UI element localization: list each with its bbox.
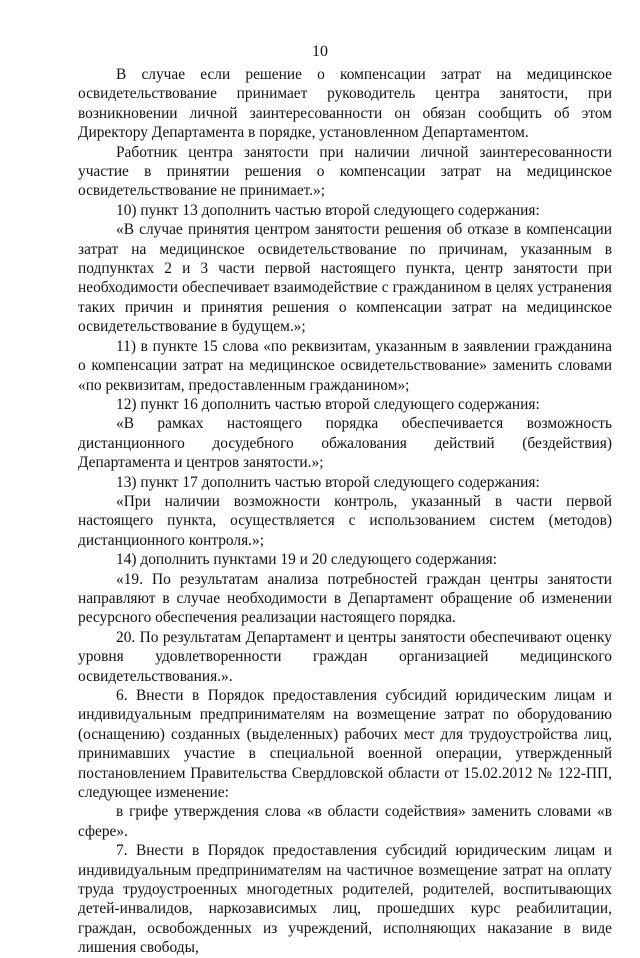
paragraph: 13) пункт 17 дополнить частью второй следующего содержания: — [116, 473, 540, 491]
paragraph: 6. Внести в Порядок предоставления субсидий юридическим лицам и индивидуальным предпринимателям на возмещение затрат по оборудованию (оснащению) созданных (выделенных) рабочих мест для трудоустройства лиц, принимавших участие в специальной военной операции, утвержденный постановлением Правительства Свердловской области от 15.02.2012 № 122-ПП, следующее изменение: — [78, 687, 612, 802]
paragraph: 20. По результатам Департамент и центры занятости обеспечивают оценку уровня удовлетворенности граждан организацией медицинского освидетельствования.». — [78, 628, 612, 685]
paragraph: «При наличии возможности контроль, указанный в части первой настоящего пункта, осуществляется с использованием систем (методов) дистанционного контроля.»; — [78, 492, 612, 549]
paragraph: «В случае принятия центром занятости решения об отказе в компенсации затрат на медицинское освидетельствование по причинам, указанным в подпунктах 2 и 3 части первой настоящего пункта, центр занятости при необходимости обеспечивает взаимодействие с гражданином в целях устранения таких причин и принятия решения о компенсации затрат на медицинское освидетельствование в будущем.»; — [78, 221, 612, 336]
paragraph: «19. По результатам анализа потребностей граждан центры занятости направляют в случае необходимости в Департамент обращение об изменении ресурсного обеспечения реализации настоящего порядка. — [78, 570, 612, 627]
paragraph: 10) пункт 13 дополнить частью второй следующего содержания: — [116, 201, 540, 219]
page-number: 10 — [312, 43, 328, 60]
paragraph: в грифе утверждения слова «в области содействия» заменить словами «в сфере». — [78, 803, 612, 840]
paragraph: 14) дополнить пунктами 19 и 20 следующего содержания: — [116, 551, 497, 569]
paragraph: 7. Внести в Порядок предоставления субсидий юридическим лицам и индивидуальным предпринимателям на частичное возмещение затрат на оплату труда трудоустроенных многодетных родителей, родителей, воспитывающих детей-инвалидов, наркозависимых лиц, прошедших курс реабилитации, граждан, освобожденных из учреждений, исполняющих наказание в виде лишения свободы, — [78, 842, 612, 957]
paragraph: Работник центра занятости при наличии личной заинтересованности участие в принятии решения о компенсации затрат на медицинское освидетельствование не принимает.»; — [78, 143, 612, 200]
paragraph: 12) пункт 16 дополнить частью второй следующего содержания: — [116, 395, 540, 413]
document-body — [78, 65, 612, 958]
paragraph: В случае если решение о компенсации затрат на медицинское освидетельствование принимает руководитель центра занятости, при возникновении личной заинтересованности он обязан сообщить об этом Директору Департамента в порядке, установленном Департаментом. — [78, 66, 612, 142]
paragraph: 11) в пункте 15 слова «по реквизитам, указанным в заявлении гражданина о компенсации затрат на медицинское освидетельствование» заменить словами «по реквизитам, предоставленным гражданином»; — [78, 337, 612, 394]
paragraph: «В рамках настоящего порядка обеспечивается возможность дистанционного досудебного обжалования действий (бездействия) Департамента и центров занятости.»; — [78, 415, 612, 472]
